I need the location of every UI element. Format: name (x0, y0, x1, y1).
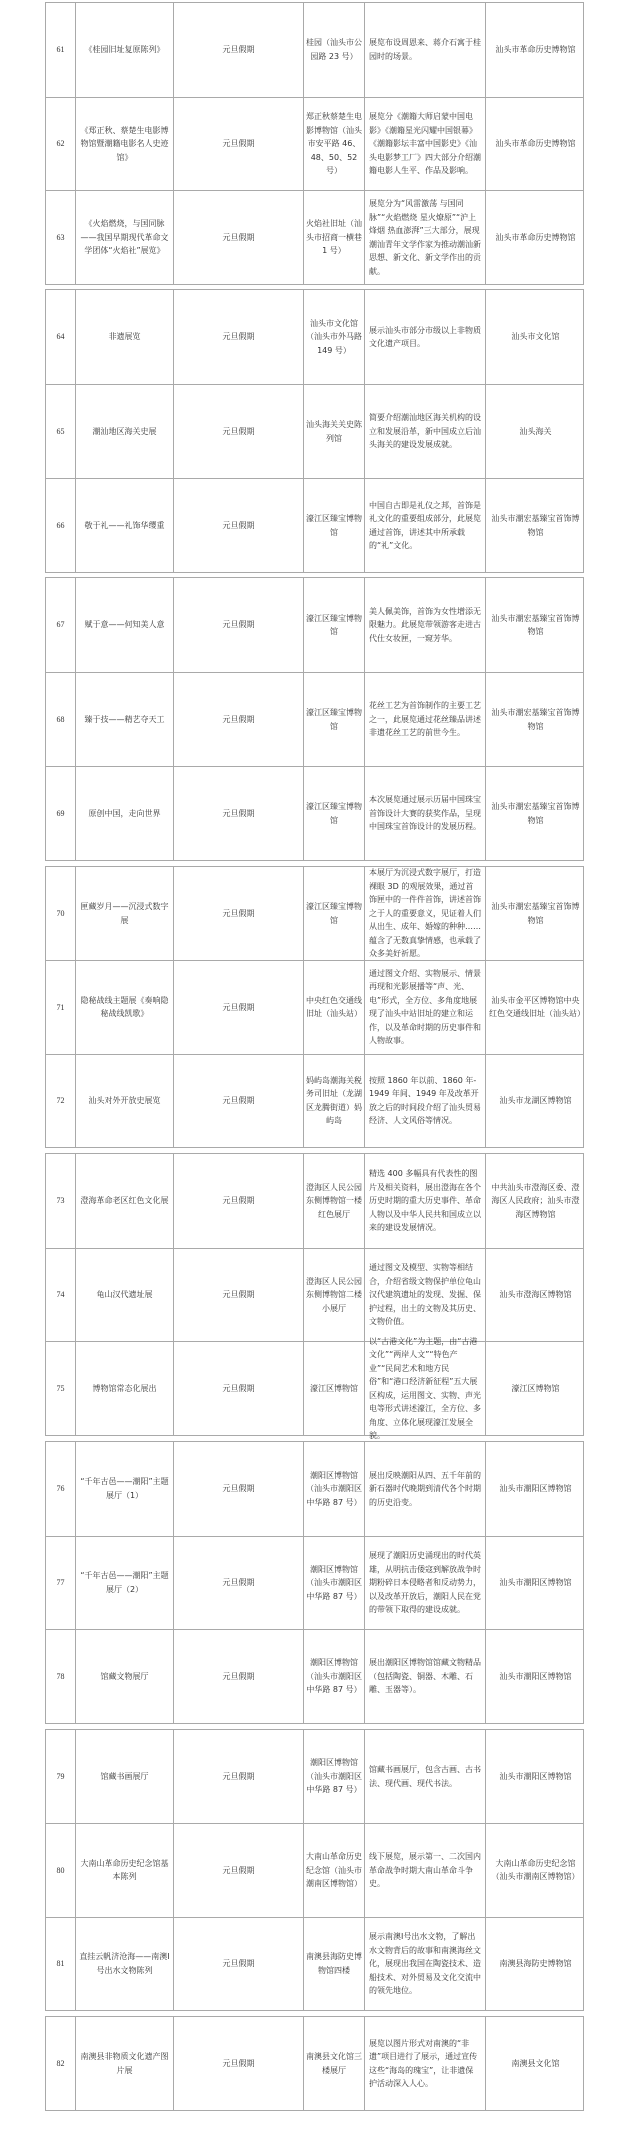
exhibition-location: 妈屿岛潮海关税务司旧址（龙湖区龙腾街道）妈屿岛 (306, 1075, 362, 1126)
exhibition-content-cell (364, 1249, 485, 1342)
organizer: 汕头市文化馆 (511, 332, 560, 342)
row-number-cell (46, 385, 75, 478)
exhibition-location-cell (303, 479, 364, 572)
exhibition-time-cell (173, 3, 303, 97)
row-number: 79 (56, 1771, 65, 1781)
exhibition-name: 馆藏书画展厅 (100, 1771, 149, 1781)
exhibition-time: 元旦假期 (222, 1096, 255, 1106)
row-number-cell (46, 1249, 75, 1342)
exhibition-content: 本次展览通过展示历届中国珠宝首饰设计大赛的获奖作品，呈现中国珠宝首饰设计的发展历程。 (369, 795, 481, 832)
exhibition-name: 《火焰燃烧，与国同脉——我国早期现代革命文学团体“火焰社”展览》 (80, 219, 169, 256)
organizer: 汕头市潮宏基臻宝首饰博物馆 (491, 708, 580, 731)
exhibition-content-cell (364, 673, 485, 766)
exhibition-location-cell (303, 1442, 364, 1536)
exhibition-content-cell (364, 767, 485, 860)
exhibition-content: 本展厅为沉浸式数字展厅，打造裸眼 3D 的观展效果，通过首饰匣中的一件件首饰，讲述首饰之于人的重要意义，见证着人们从出生、成年、婚嫁的种种……蕴含了无数真挚情感，也承载了众多美好祈愿。 (369, 868, 481, 959)
exhibition-name: 南澳县非物质文化遗产图片展 (80, 2052, 169, 2075)
row-number-cell (46, 578, 75, 672)
exhibition-location: 澄海区人民公园东侧博物馆一楼红色展厅 (306, 1182, 362, 1219)
exhibition-name: 直挂云帆济沧海——南澳Ⅰ号出水文物陈列 (79, 1952, 170, 1975)
exhibition-time: 元旦假期 (222, 714, 255, 724)
exhibition-time: 元旦假期 (222, 1290, 255, 1300)
table-row (46, 384, 583, 478)
organizer: 汕头市潮阳区博物馆 (499, 1671, 572, 1681)
organizer-cell (485, 1537, 585, 1630)
exhibition-name-cell (75, 1630, 173, 1723)
organizer: 汕头市潮阳区博物馆 (499, 1771, 572, 1781)
exhibition-time-cell (173, 1342, 303, 1435)
exhibition-name-cell (75, 385, 173, 478)
organizer: 南澳县文化馆 (511, 2058, 560, 2068)
organizer-cell (485, 1630, 585, 1723)
table-row (46, 3, 583, 97)
organizer-cell (485, 191, 585, 284)
exhibition-content-cell (364, 1537, 485, 1630)
exhibition-content: 展示汕头市部分市级以上非物质文化遗产项目。 (369, 325, 481, 348)
organizer: 濠江区博物馆 (511, 1383, 560, 1393)
table-row (46, 672, 583, 766)
exhibition-content-cell (364, 191, 485, 284)
exhibition-location-cell (303, 867, 364, 960)
exhibition-content: 简要介绍潮汕地区海关机构的设立和发展沿革，新中国成立后汕头海关的建设发展成就。 (369, 413, 481, 450)
exhibition-location: 桂园（汕头市公园路 23 号） (306, 38, 362, 61)
exhibition-content: 展示南澳Ⅰ号出水文物，了解出水文物背后的故事和南澳海丝文化，展现出我国在陶瓷技术、造船技术、对外贸易及文化交流中的领先地位。 (369, 1932, 481, 1996)
exhibition-location-cell (303, 3, 364, 97)
exhibition-name: “千年古邑——潮阳”主题展厅（2） (80, 1571, 169, 1594)
exhibition-location: 南澳县文化馆三楼展厅 (306, 2052, 362, 2075)
row-number: 64 (56, 332, 65, 342)
exhibition-content: 按照 1860 年以前、1860 年-1949 年间、1949 年及改革开放之后的时间段介绍了汕头贸易经济、人文风俗等情况。 (369, 1075, 481, 1126)
row-number: 78 (56, 1671, 65, 1681)
table-row (46, 1154, 583, 1248)
organizer-cell (485, 867, 585, 960)
exhibition-content: 通过图文介绍、实物展示、情景再现和光影展播等“声、光、电”形式，全方位、多角度地展现了汕头中站旧址的建立和运作，以及革命时期的历史事件和人物故事。 (369, 968, 481, 1046)
table-row (46, 190, 583, 284)
exhibition-location: 潮阳区博物馆（汕头市潮阳区中华路 87 号） (306, 1564, 362, 1601)
exhibition-location-cell (303, 1537, 364, 1630)
exhibition-name: 博物馆常态化展出 (92, 1383, 157, 1393)
exhibition-content-cell (364, 290, 485, 384)
organizer-cell (485, 1442, 585, 1536)
exhibition-location-cell (303, 1824, 364, 1916)
organizer: 汕头市潮宏基臻宝首饰博物馆 (491, 802, 580, 825)
row-number-cell (46, 961, 75, 1053)
exhibition-location: 火焰社旧址（汕头市招商一横巷 1 号） (306, 219, 362, 256)
exhibition-time-cell (173, 2017, 303, 2110)
row-number: 81 (56, 1959, 65, 1969)
organizer-cell (485, 479, 585, 572)
exhibition-name-cell (75, 1918, 173, 2010)
table-row (46, 1442, 583, 1536)
exhibition-time-cell (173, 385, 303, 478)
exhibition-content: 花丝工艺为首饰制作的主要工艺之一，此展览通过花丝臻品讲述非遗花丝工艺的前世今生。 (369, 701, 481, 738)
exhibition-location-cell (303, 98, 364, 191)
exhibition-time-cell (173, 1730, 303, 1823)
organizer: 汕头市潮宏基臻宝首饰博物馆 (491, 902, 580, 925)
exhibition-time-cell (173, 290, 303, 384)
row-number-cell (46, 1154, 75, 1248)
exhibition-location-cell (303, 191, 364, 284)
row-number: 76 (56, 1484, 65, 1494)
exhibition-time: 元旦假期 (222, 1865, 255, 1875)
exhibition-content-cell (364, 385, 485, 478)
exhibition-name-cell (75, 2017, 173, 2110)
exhibition-content-cell (364, 479, 485, 572)
exhibition-content: 展现了潮阳历史涌现出的时代英雄，从明抗击倭寇到解放战争时期粉碎日本侵略者和反动势力，以及改革开放后，潮阳人民在党的带领下取得的建设成就。 (369, 1551, 481, 1615)
organizer: 汕头市潮宏基臻宝首饰博物馆 (491, 613, 580, 636)
exhibition-location: 潮阳区博物馆（汕头市潮阳区中华路 87 号） (306, 1470, 362, 1507)
exhibition-name-cell (75, 479, 173, 572)
table-row (46, 97, 583, 191)
exhibition-content-cell (364, 1630, 485, 1723)
exhibition-location: 濠江区臻宝博物馆 (306, 708, 362, 731)
exhibition-location: 汕头海关关史陈列馆 (306, 420, 362, 443)
row-number: 65 (56, 426, 65, 436)
exhibition-location: 郑正秋蔡楚生电影博物馆（汕头市安平路 46、48、50、52 号） (306, 112, 362, 176)
exhibition-location: 濠江区臻宝博物馆 (306, 514, 362, 537)
exhibition-content-cell (364, 1730, 485, 1823)
exhibition-time: 元旦假期 (222, 908, 255, 918)
row-number: 63 (56, 232, 65, 242)
row-number: 69 (56, 808, 65, 818)
exhibition-content: 线下展览，展示第一、二次国内革命战争时期大南山革命斗争史。 (369, 1852, 481, 1889)
exhibition-name: 匣藏岁月——沉浸式数字展 (80, 902, 169, 925)
exhibition-location: 濠江区臻宝博物馆 (306, 613, 362, 636)
exhibition-location-cell (303, 1154, 364, 1248)
organizer: 汕头市澄海区博物馆 (499, 1290, 572, 1300)
exhibition-content-cell (364, 3, 485, 97)
exhibition-name-cell (75, 1824, 173, 1916)
exhibition-location-cell (303, 1730, 364, 1823)
exhibition-content-cell (364, 1918, 485, 2010)
organizer-cell (485, 385, 585, 478)
organizer-cell (485, 1249, 585, 1342)
exhibition-name: 大南山革命历史纪念馆基本陈列 (80, 1858, 169, 1882)
exhibition-name-cell (75, 1730, 173, 1823)
exhibition-time: 元旦假期 (222, 2058, 255, 2068)
exhibition-location: 大南山革命历史纪念馆（汕头市潮南区博物馆） (306, 1852, 362, 1889)
exhibition-time-cell (173, 867, 303, 960)
exhibition-location-cell (303, 1630, 364, 1723)
exhibition-location: 汕头市文化馆（汕头市外马路 149 号） (306, 318, 362, 355)
row-number: 75 (56, 1383, 65, 1393)
table-row (46, 1730, 583, 1823)
exhibition-location-cell (303, 578, 364, 672)
exhibition-time: 元旦假期 (222, 1671, 255, 1681)
exhibition-time-cell (173, 1824, 303, 1916)
exhibition-name-cell (75, 1342, 173, 1435)
table-row (46, 2017, 583, 2110)
exhibition-time: 元旦假期 (222, 45, 255, 55)
exhibition-name-cell (75, 1055, 173, 1147)
exhibition-content-cell (364, 1154, 485, 1248)
exhibition-location-cell (303, 2017, 364, 2110)
row-number: 73 (56, 1196, 65, 1206)
table-page-segment (45, 1729, 584, 2011)
exhibition-location: 中央红色交通线旧址（汕头站） (306, 995, 362, 1019)
table-row (46, 1917, 583, 2010)
table-row (46, 1823, 583, 1916)
exhibition-name-cell (75, 1442, 173, 1536)
exhibition-name-cell (75, 1537, 173, 1630)
row-number: 62 (56, 139, 65, 149)
exhibition-time-cell (173, 673, 303, 766)
row-number-cell (46, 673, 75, 766)
table-row (46, 766, 583, 860)
row-number-cell (46, 1442, 75, 1536)
organizer: 汕头市龙湖区博物馆 (499, 1096, 572, 1106)
exhibition-time-cell (173, 1918, 303, 2010)
exhibition-name-cell (75, 961, 173, 1053)
organizer-cell (485, 578, 585, 672)
exhibition-time: 元旦假期 (222, 1578, 255, 1588)
exhibition-name: 龟山汉代遗址展 (96, 1290, 153, 1300)
exhibition-content: 以“古港文化”为主题，由“古港文化”“两岸人文”“特色产业”“民间艺术和地方民俗”和“港口经济新征程”五大展区构成，运用图文、实物、声光电等形式讲述濠江，全方位、多角度、立体化展现濠江发展全貌。 (369, 1336, 481, 1441)
exhibition-location: 南澳县海防史博物馆四楼 (306, 1952, 362, 1975)
organizer-cell (485, 3, 585, 97)
exhibition-location: 濠江区臻宝博物馆 (306, 802, 362, 825)
organizer: 汕头市金平区博物馆中央红色交通线旧址（汕头站） (489, 995, 585, 1019)
table-row (46, 1536, 583, 1630)
exhibition-location-cell (303, 673, 364, 766)
exhibition-time: 元旦假期 (222, 426, 255, 436)
exhibition-name: 汕头对外开放史展览 (88, 1096, 161, 1106)
organizer-cell (485, 1730, 585, 1823)
exhibition-location: 澄海区人民公园东侧博物馆二楼小展厅 (306, 1276, 362, 1313)
table-row (46, 1629, 583, 1723)
organizer: 大南山革命历史纪念馆（汕头市潮南区博物馆） (491, 1858, 580, 1882)
exhibition-location-cell (303, 290, 364, 384)
exhibition-location-cell (303, 1055, 364, 1147)
exhibition-name: 《郑正秋、蔡楚生电影博物馆暨潮籍电影名人史迹馆》 (80, 125, 169, 162)
exhibition-location-cell (303, 961, 364, 1053)
row-number-cell (46, 1342, 75, 1435)
table-page-segment (45, 1153, 584, 1441)
organizer-cell (485, 2017, 585, 2110)
exhibition-content: 美人佩美饰，首饰为女性增添无限魅力。此展览带领游客走进古代仕女妆匣，一窥芳华。 (369, 606, 481, 643)
exhibition-time: 元旦假期 (222, 332, 255, 342)
exhibition-name: “千年古邑——潮阳”主题展厅（1） (80, 1477, 169, 1500)
exhibition-content: 展览分为“风雷激荡 与国同脉”“火焰燃烧 星火燎原”“沪上烽烟 热血澎湃”三大部分，展现潮汕青年文学作家为推动潮汕新思想、新文化、新文学作出的贡献。 (369, 199, 481, 276)
table-page-segment (45, 2016, 584, 2111)
row-number: 74 (56, 1290, 65, 1300)
table-page-segment (45, 866, 584, 1148)
exhibition-name-cell (75, 1154, 173, 1248)
exhibition-time: 元旦假期 (222, 1484, 255, 1494)
exhibition-time-cell (173, 767, 303, 860)
row-number: 71 (56, 1002, 65, 1012)
row-number: 82 (56, 2058, 65, 2068)
organizer-cell (485, 1342, 585, 1435)
exhibition-time-cell (173, 479, 303, 572)
exhibition-time-cell (173, 1442, 303, 1536)
exhibition-name: 原创中国，走向世界 (88, 808, 161, 818)
row-number-cell (46, 191, 75, 284)
organizer-cell (485, 767, 585, 860)
exhibition-time: 元旦假期 (222, 1959, 255, 1969)
exhibition-time-cell (173, 961, 303, 1053)
exhibition-content: 通过图文及模型、实物等相结合，介绍省级文物保护单位龟山汉代建筑遗址的发现、发掘、保护过程，出土的文物及其历史、文物价值。 (369, 1263, 481, 1327)
row-number-cell (46, 3, 75, 97)
table-page-segment (45, 577, 584, 861)
exhibition-content: 展览分《潮籍大师启蒙中国电影》《潮籍星光闪耀中国银幕》《潮籍影坛丰富中国影史》《汕头电影梦工厂》四大部分介绍潮籍电影人生平、作品及影响。 (369, 112, 481, 176)
organizer-cell (485, 1055, 585, 1147)
exhibition-name: 非遗展览 (108, 332, 141, 342)
exhibition-time: 元旦假期 (222, 1771, 255, 1781)
exhibition-content-cell (364, 1824, 485, 1916)
exhibition-time: 元旦假期 (222, 139, 255, 149)
exhibition-time-cell (173, 1630, 303, 1723)
organizer: 中共汕头市澄海区委、澄海区人民政府；汕头市澄海区博物馆 (491, 1182, 580, 1219)
table-row (46, 1336, 583, 1441)
exhibition-time-cell (173, 98, 303, 191)
organizer-cell (485, 1918, 585, 2010)
row-number-cell (46, 479, 75, 572)
exhibition-time: 元旦假期 (222, 620, 255, 630)
exhibition-content-cell (364, 867, 485, 960)
organizer-cell (485, 98, 585, 191)
row-number-cell (46, 2017, 75, 2110)
exhibition-name-cell (75, 98, 173, 191)
exhibition-time: 元旦假期 (222, 1383, 255, 1393)
organizer: 南澳县海防史博物馆 (499, 1959, 572, 1969)
row-number: 77 (56, 1578, 65, 1588)
table-page-segment (45, 2, 584, 285)
exhibition-content: 中国自古即是礼仪之邦，首饰是礼文化的重要组成部分，此展览通过首饰，讲述其中所承载的“礼”文化。 (369, 500, 481, 550)
organizer: 汕头市革命历史博物馆 (495, 232, 576, 242)
exhibition-location-cell (303, 1918, 364, 2010)
organizer-cell (485, 961, 585, 1053)
exhibition-name: 澄海革命老区红色文化展 (80, 1196, 169, 1206)
row-number-cell (46, 867, 75, 960)
organizer-cell (485, 673, 585, 766)
exhibition-location-cell (303, 1249, 364, 1342)
exhibition-name: 敬于礼——礼饰华缨重 (84, 520, 165, 530)
exhibition-content-cell (364, 98, 485, 191)
exhibition-content-cell (364, 1336, 485, 1441)
exhibition-content: 展览以图片形式对南澳的“非遗”项目进行了展示，通过宣传这些“海岛的瑰宝”，让非遗保护活动深入人心。 (369, 2038, 478, 2088)
exhibition-name-cell (75, 3, 173, 97)
exhibition-content: 馆藏书画展厅，包含古画、古书法、现代画、现代书法。 (369, 1765, 481, 1788)
exhibition-name-cell (75, 867, 173, 960)
exhibition-time-cell (173, 1055, 303, 1147)
exhibition-time-cell (173, 1154, 303, 1248)
exhibition-location: 潮阳区博物馆（汕头市潮阳区中华路 87 号） (306, 1658, 362, 1695)
exhibition-name-cell (75, 578, 173, 672)
exhibition-name-cell (75, 191, 173, 284)
exhibition-location: 濠江区臻宝博物馆 (306, 902, 362, 925)
row-number-cell (46, 98, 75, 191)
row-number-cell (46, 1730, 75, 1823)
exhibition-name-cell (75, 767, 173, 860)
exhibition-name: 隐秘战线主题展《奏响隐秘战线凯歌》 (80, 995, 169, 1019)
exhibition-location-cell (303, 767, 364, 860)
table-row (46, 867, 583, 960)
exhibition-name: 赋于意——何知美人意 (84, 620, 165, 630)
table-row (46, 960, 583, 1053)
exhibition-location-cell (303, 385, 364, 478)
exhibition-name: 《桂园旧址复原陈列》 (84, 45, 165, 55)
exhibition-name-cell (75, 290, 173, 384)
row-number: 67 (56, 620, 65, 630)
row-number-cell (46, 1055, 75, 1147)
exhibition-content-cell (364, 2017, 485, 2110)
organizer: 汕头市革命历史博物馆 (495, 139, 576, 149)
exhibition-name: 潮汕地区海关史展 (92, 426, 157, 436)
table-page-segment (45, 289, 584, 573)
organizer: 汕头海关 (519, 426, 552, 436)
organizer-cell (485, 1154, 585, 1248)
exhibition-time-cell (173, 1537, 303, 1630)
row-number: 61 (56, 45, 65, 55)
row-number-cell (46, 1824, 75, 1916)
row-number: 68 (56, 714, 65, 724)
exhibition-name-cell (75, 673, 173, 766)
exhibition-time: 元旦假期 (222, 232, 255, 242)
exhibition-content-cell (364, 578, 485, 672)
exhibition-content: 精选 400 多幅具有代表性的图片及相关资料，展出澄海在各个历史时期的重大历史事件、革命人物以及中华人民共和国成立以来的建设发展情况。 (369, 1169, 481, 1233)
exhibition-time-cell (173, 1249, 303, 1342)
organizer: 汕头市潮宏基臻宝首饰博物馆 (491, 514, 580, 537)
exhibition-location: 潮阳区博物馆（汕头市潮阳区中华路 87 号） (306, 1758, 362, 1795)
exhibition-time: 元旦假期 (222, 808, 255, 818)
exhibition-content-cell (364, 961, 485, 1053)
row-number-cell (46, 1918, 75, 2010)
exhibition-time-cell (173, 578, 303, 672)
row-number-cell (46, 290, 75, 384)
row-number: 80 (56, 1865, 65, 1875)
table-row (46, 290, 583, 384)
exhibition-content: 展出反映潮阳从四、五千年前的新石器时代晚期到清代各个时期的历史沿变。 (369, 1470, 481, 1507)
exhibition-location: 濠江区博物馆 (310, 1383, 358, 1393)
table-row (46, 478, 583, 572)
table-page-segment (45, 1441, 584, 1724)
exhibition-name: 臻于技——精艺夺天工 (84, 714, 165, 724)
exhibition-content: 展览布设周恩来、蒋介石寓于桂园时的场景。 (369, 38, 481, 61)
exhibition-content: 展出潮阳区博物馆馆藏文物精品（包括陶瓷、铜器、木雕、石雕、玉器等）。 (369, 1658, 481, 1695)
table-row (46, 1054, 583, 1147)
exhibition-time: 元旦假期 (222, 1002, 255, 1012)
organizer: 汕头市潮阳区博物馆 (499, 1578, 572, 1588)
exhibition-time: 元旦假期 (222, 520, 255, 530)
exhibition-content-cell (364, 1442, 485, 1536)
row-number-cell (46, 1630, 75, 1723)
table-row (46, 578, 583, 672)
exhibition-name: 馆藏文物展厅 (100, 1671, 149, 1681)
exhibition-location-cell (303, 1342, 364, 1435)
exhibition-name-cell (75, 1249, 173, 1342)
organizer: 汕头市革命历史博物馆 (495, 45, 576, 55)
exhibition-time-cell (173, 191, 303, 284)
row-number-cell (46, 767, 75, 860)
exhibition-content-cell (364, 1055, 485, 1147)
exhibition-time: 元旦假期 (222, 1196, 255, 1206)
organizer: 汕头市潮阳区博物馆 (499, 1484, 572, 1494)
organizer-cell (485, 290, 585, 384)
row-number: 70 (56, 908, 65, 918)
organizer-cell (485, 1824, 585, 1916)
row-number: 66 (56, 520, 65, 530)
row-number-cell (46, 1537, 75, 1630)
row-number: 72 (56, 1096, 65, 1106)
table-row (46, 1248, 583, 1342)
